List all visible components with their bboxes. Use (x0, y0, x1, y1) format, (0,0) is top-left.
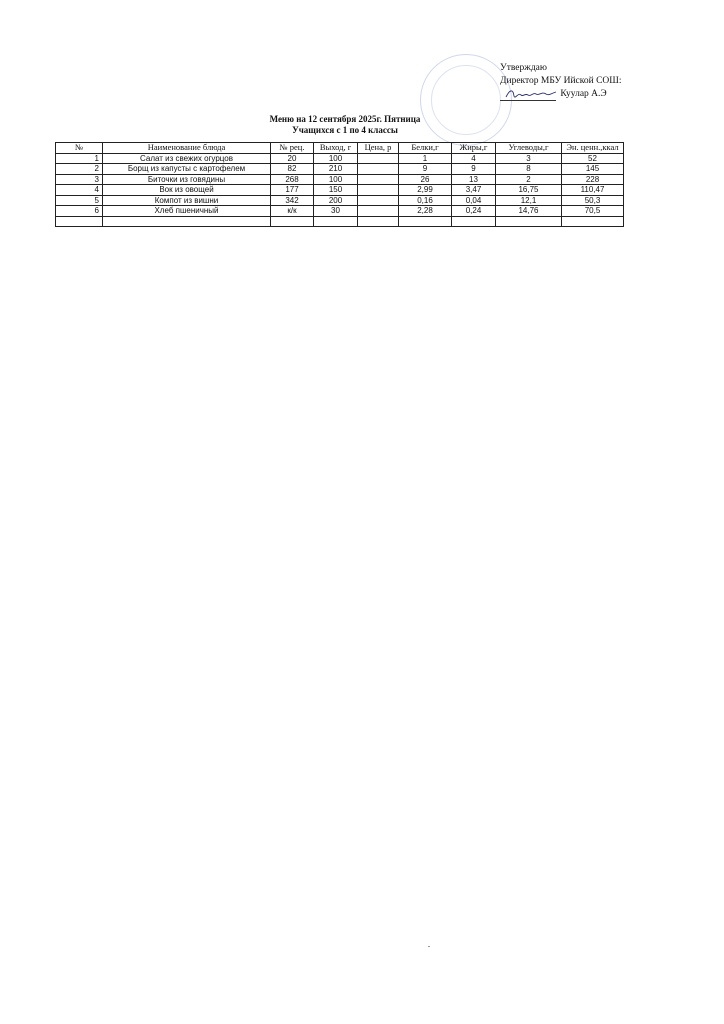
cell-col-proteins: 2,28 (399, 206, 452, 217)
cell-col-energy: 52 (562, 153, 624, 164)
cell-col-recipe-number: к/к (271, 206, 314, 217)
scan-speck (428, 946, 430, 947)
cell-col-price (358, 195, 399, 206)
approval-position: Директор МБУ Ийской СОШ: (500, 76, 622, 86)
menu-table-header (56, 143, 624, 154)
header-col-yield: Выход, г (314, 143, 358, 154)
cell-col-proteins: 1 (399, 153, 452, 164)
approval-signature-line (500, 88, 622, 101)
cell-col-recipe-number (271, 216, 314, 227)
cell-col-fats (452, 216, 496, 227)
cell-col-proteins: 9 (399, 164, 452, 175)
cell-col-proteins: 26 (399, 174, 452, 185)
cell-col-dish-name: Биточки из говядины (103, 174, 271, 185)
cell-col-carbohydrates: 14,76 (496, 206, 562, 217)
table-row (56, 164, 624, 175)
cell-col-carbohydrates: 3 (496, 153, 562, 164)
cell-col-carbohydrates: 8 (496, 164, 562, 175)
menu-title: Меню на 12 сентября 2025г. Пятница (269, 114, 421, 124)
cell-col-number: 2 (56, 164, 103, 175)
header-col-proteins: Белки,г (399, 143, 452, 154)
cell-col-dish-name: Вок из овощей (103, 185, 271, 196)
cell-col-price (358, 174, 399, 185)
cell-col-energy: 70,5 (562, 206, 624, 217)
cell-col-energy: 50,3 (562, 195, 624, 206)
cell-col-proteins (399, 216, 452, 227)
signature-field (500, 90, 556, 101)
table-row (56, 216, 624, 227)
table-row (56, 185, 624, 196)
cell-col-dish-name (103, 216, 271, 227)
cell-col-price (358, 206, 399, 217)
header-col-fats: Жиры,г (452, 143, 496, 154)
cell-col-dish-name: Хлеб пшеничный (103, 206, 271, 217)
cell-col-energy (562, 216, 624, 227)
cell-col-proteins: 2,99 (399, 185, 452, 196)
cell-col-fats: 4 (452, 153, 496, 164)
document-titles (0, 114, 690, 136)
handwritten-signature (504, 87, 558, 101)
cell-col-energy: 228 (562, 174, 624, 185)
cell-col-price (358, 153, 399, 164)
cell-col-recipe-number: 177 (271, 185, 314, 196)
approval-director-name: Куулар А.Э (560, 89, 607, 99)
cell-col-yield: 200 (314, 195, 358, 206)
cell-col-fats: 9 (452, 164, 496, 175)
cell-col-dish-name: Борщ из капусты с картофелем (103, 164, 271, 175)
cell-col-yield: 210 (314, 164, 358, 175)
cell-col-fats: 0,24 (452, 206, 496, 217)
cell-col-number: 4 (56, 185, 103, 196)
cell-col-energy: 110,47 (562, 185, 624, 196)
header-col-energy: Эн. ценн.,ккал (562, 143, 624, 154)
cell-col-recipe-number: 268 (271, 174, 314, 185)
cell-col-carbohydrates (496, 216, 562, 227)
header-col-price: Цена, р (358, 143, 399, 154)
cell-col-proteins: 0,16 (399, 195, 452, 206)
cell-col-number: 6 (56, 206, 103, 217)
table-row (56, 174, 624, 185)
table-row (56, 206, 624, 217)
cell-col-yield (314, 216, 358, 227)
menu-table (55, 142, 624, 227)
header-col-dish-name: Наименование блюда (103, 143, 271, 154)
cell-col-carbohydrates: 2 (496, 174, 562, 185)
cell-col-number: 5 (56, 195, 103, 206)
cell-col-recipe-number: 20 (271, 153, 314, 164)
cell-col-fats: 3,47 (452, 185, 496, 196)
cell-col-carbohydrates: 16,75 (496, 185, 562, 196)
table-row (56, 153, 624, 164)
cell-col-fats: 13 (452, 174, 496, 185)
cell-col-number: 1 (56, 153, 103, 164)
cell-col-yield: 100 (314, 174, 358, 185)
header-col-carbohydrates: Углеводы,г (496, 143, 562, 154)
menu-subtitle: Учащихся с 1 по 4 классы (292, 125, 398, 135)
cell-col-dish-name: Компот из вишни (103, 195, 271, 206)
cell-col-carbohydrates: 12,1 (496, 195, 562, 206)
header-col-number: № (56, 143, 103, 154)
cell-col-price (358, 185, 399, 196)
cell-col-recipe-number: 82 (271, 164, 314, 175)
cell-col-dish-name: Салат из свежих огурцов (103, 153, 271, 164)
cell-col-price (358, 164, 399, 175)
cell-col-yield: 30 (314, 206, 358, 217)
cell-col-yield: 150 (314, 185, 358, 196)
approval-block (500, 62, 622, 101)
cell-col-recipe-number: 342 (271, 195, 314, 206)
cell-col-number (56, 216, 103, 227)
approval-heading: Утверждаю (500, 63, 547, 73)
menu-table-body (56, 153, 624, 227)
cell-col-energy: 145 (562, 164, 624, 175)
cell-col-number: 3 (56, 174, 103, 185)
table-row (56, 195, 624, 206)
header-col-recipe-number: № рец. (271, 143, 314, 154)
cell-col-fats: 0,04 (452, 195, 496, 206)
cell-col-yield: 100 (314, 153, 358, 164)
cell-col-price (358, 216, 399, 227)
